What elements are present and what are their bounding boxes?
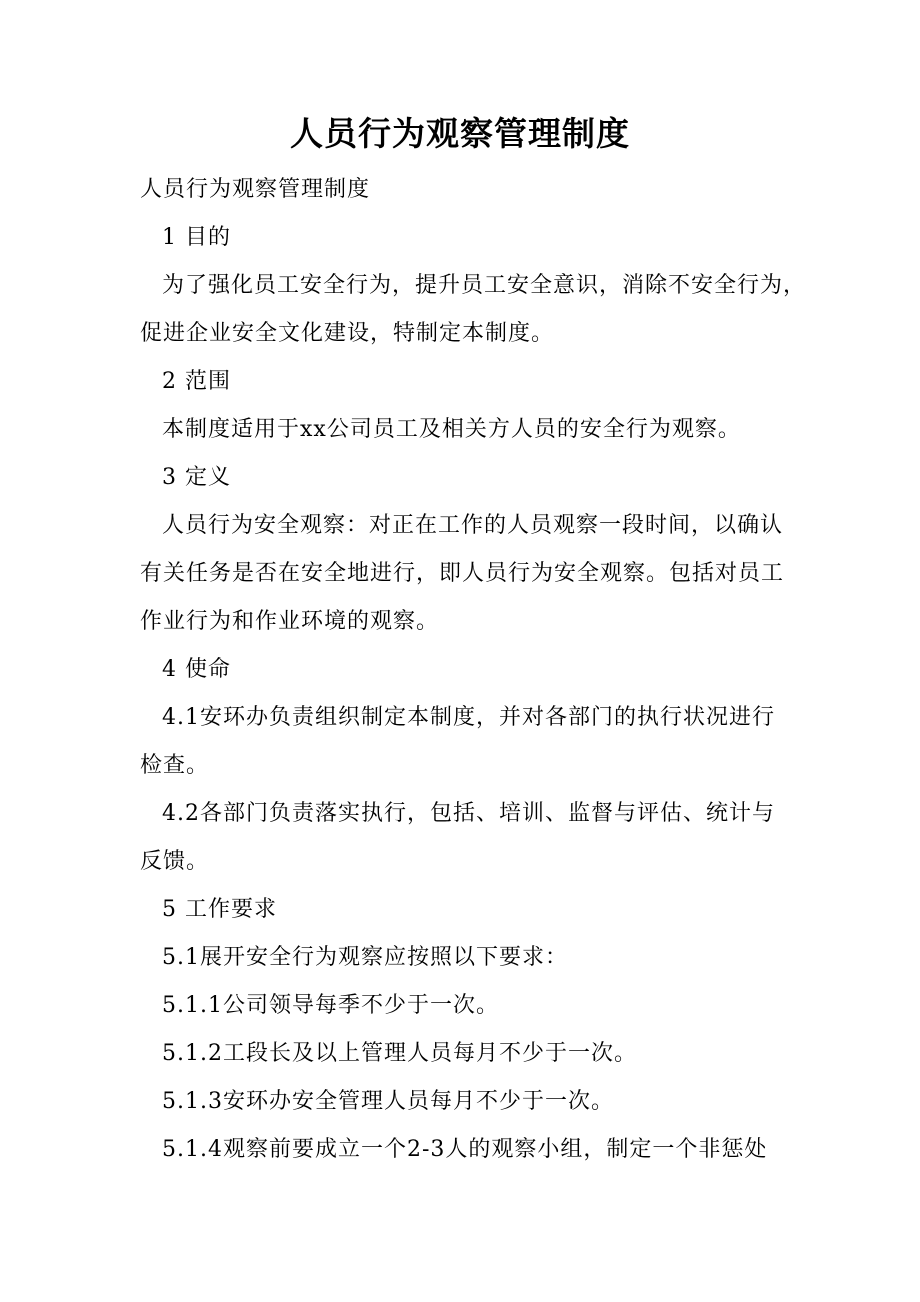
paragraph-line: 5.1展开安全行为观察应按照以下要求： <box>162 945 568 970</box>
paragraph-line: 4.2各部门负责落实执行，包括、培训、监督与评估、统计与 <box>162 801 775 826</box>
document-body <box>140 166 807 1174</box>
paragraph-line: 本制度适用于xx公司员工及相关方人员的安全行为观察。 <box>162 417 741 442</box>
section-heading-requirements: 5 工作要求 <box>162 897 277 922</box>
section-heading-scope: 2 范围 <box>162 369 231 394</box>
paragraph-line: 人员行为安全观察：对正在工作的人员观察一段时间，以确认 <box>162 513 784 538</box>
paragraph-line: 促进企业安全文化建设，特制定本制度。 <box>140 321 555 346</box>
paragraph-line: 5.1.3安环办安全管理人员每月不少于一次。 <box>162 1089 614 1114</box>
paragraph-line: 为了强化员工安全行为，提升员工安全意识，消除不安全行为， <box>162 273 807 298</box>
paragraph-line: 作业行为和作业环境的观察。 <box>140 609 440 634</box>
paragraph-line: 有关任务是否在安全地进行，即人员行为安全观察。包括对员工 <box>140 561 785 586</box>
paragraph-line: 检查。 <box>140 753 210 778</box>
paragraph-line: 5.1.2工段长及以上管理人员每月不少于一次。 <box>162 1041 637 1066</box>
document-title: 人员行为观察管理制度 <box>290 114 630 153</box>
paragraph-line: 4.1安环办负责组织制定本制度，并对各部门的执行状况进行 <box>162 705 775 730</box>
subtitle-line: 人员行为观察管理制度 <box>140 177 371 202</box>
section-heading-mission: 4 使命 <box>162 657 231 682</box>
paragraph-line: 5.1.4观察前要成立一个2-3人的观察小组，制定一个非惩处 <box>162 1137 768 1162</box>
section-heading-purpose: 1 目的 <box>162 225 231 250</box>
paragraph-line: 5.1.1公司领导每季不少于一次。 <box>162 993 499 1018</box>
section-heading-definition: 3 定义 <box>162 465 231 490</box>
paragraph-line: 反馈。 <box>140 849 210 874</box>
